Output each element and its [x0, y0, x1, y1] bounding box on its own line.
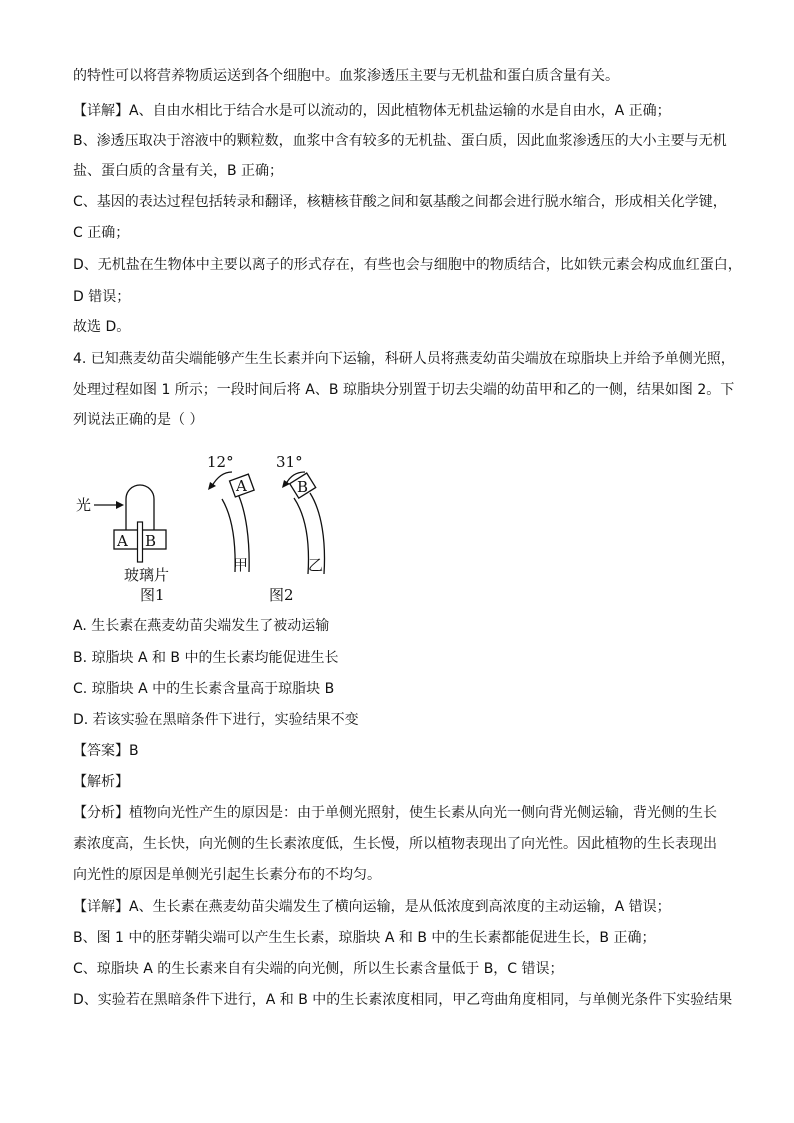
figure-svg — [70, 450, 330, 610]
agar-block-a-label: A — [236, 477, 247, 495]
text-line: D、无机盐在生物体中主要以离子的形式存在，有些也会与细胞中的物质结合，比如铁元素会构成血红蛋白， — [73, 257, 742, 273]
analysis-line: 【分析】植物向光性产生的原因是：由于单侧光照射，使生长素从向光一侧向背光侧运输，背光侧的生长 — [73, 805, 717, 821]
glass-plate — [138, 522, 143, 562]
block-b-label: B — [145, 532, 157, 550]
detail-line: D、实验若在黑暗条件下进行，A 和 B 中的生长素浓度相同，甲乙弯曲角度相同，与单侧光条件下实验结果 — [73, 992, 733, 1008]
bend-arrow-a — [212, 472, 232, 486]
fig1-caption: 图1 — [140, 586, 165, 604]
block-a-label: A — [117, 532, 128, 550]
text-line: 盐、蛋白质的含量有关，B 正确； — [73, 163, 284, 179]
bend-arrow-a-head — [208, 482, 216, 490]
option-a: A. 生长素在燕麦幼苗尖端发生了被动运输 — [73, 618, 330, 634]
option-c: C. 琼脂块 A 中的生长素含量高于琼脂块 B — [73, 681, 335, 697]
detail-line: B、图 1 中的胚芽鞘尖端可以产生生长素，琼脂块 A 和 B 中的生长素都能促进生长，B 正确； — [73, 930, 656, 946]
fig2-caption: 图2 — [269, 586, 294, 604]
seedling-yi-label: 乙 — [308, 556, 324, 574]
glass-label: 玻璃片 — [124, 566, 170, 584]
detail-line: 【详解】A、生长素在燕麦幼苗尖端发生了横向运输，是从低浓度到高浓度的主动运输，A 错误； — [73, 899, 671, 915]
light-label: 光 — [76, 496, 92, 514]
agar-block-b-label: B — [297, 478, 309, 496]
light-arrow-head — [116, 501, 124, 509]
option-b: B. 琼脂块 A 和 B 中的生长素均能促进生长 — [73, 650, 339, 666]
text-line: D 错误； — [73, 289, 131, 305]
detail-a-line — [73, 102, 671, 120]
detail-line: C、琼脂块 A 的生长素来自有尖端的向光侧，所以生长素含量低于 B，C 错误； — [73, 961, 564, 977]
text-line: 的特性可以将营养物质运送到各个细胞中。血浆渗透压主要与无机盐和蛋白质含量有关。 — [73, 68, 619, 84]
question-stem: 列说法正确的是（ ） — [73, 412, 204, 428]
text-line: C、基因的表达过程包括转录和翻译，核糖核苷酸之间和氨基酸之间都会进行脱水缩合，形成相关化学键， — [73, 194, 727, 210]
text-line: 故选 D。 — [73, 319, 131, 335]
seedling-yi-left — [294, 498, 308, 574]
detail-tag: 【详解】 — [73, 103, 129, 119]
text-line: B、渗透压取决于溶液中的颗粒数，血浆中含有较多的无机盐、蛋白质，因此血浆渗透压的大小主要与无机 — [73, 133, 727, 149]
seedling-jia-label: 甲 — [233, 556, 249, 574]
bend-arrow-b-head — [282, 480, 290, 488]
analysis-line: 向光性的原因是单侧光引起生长素分布的不均匀。 — [73, 867, 381, 883]
analysis-line: 素浓度高，生长快，向光侧的生长素浓度低，生长慢，所以植物表现出了向光性。因此植物的生长表现出 — [73, 836, 717, 852]
text-line: C 正确； — [73, 225, 130, 241]
analysis-tag: 【解析】 — [73, 774, 129, 790]
experiment-figure — [70, 450, 330, 610]
question-stem: 4. 已知燕麦幼苗尖端能够产生生长素并向下运输，科研人员将燕麦幼苗尖端放在琼脂块上并给予单侧光照， — [73, 351, 735, 367]
angle-b-label: 31° — [276, 453, 303, 471]
angle-a-label: 12° — [207, 453, 234, 471]
detail-a-text: A、自由水相比于结合水是可以流动的，因此植物体无机盐运输的水是自由水，A 正确； — [129, 103, 671, 119]
answer-line: 【答案】B — [73, 743, 139, 759]
option-d: D. 若该实验在黑暗条件下进行，实验结果不变 — [73, 712, 359, 728]
question-stem: 处理过程如图 1 所示；一段时间后将 A、B 琼脂块分别置于切去尖端的幼苗甲和乙的一侧，结果如图 2。下 — [73, 382, 735, 398]
